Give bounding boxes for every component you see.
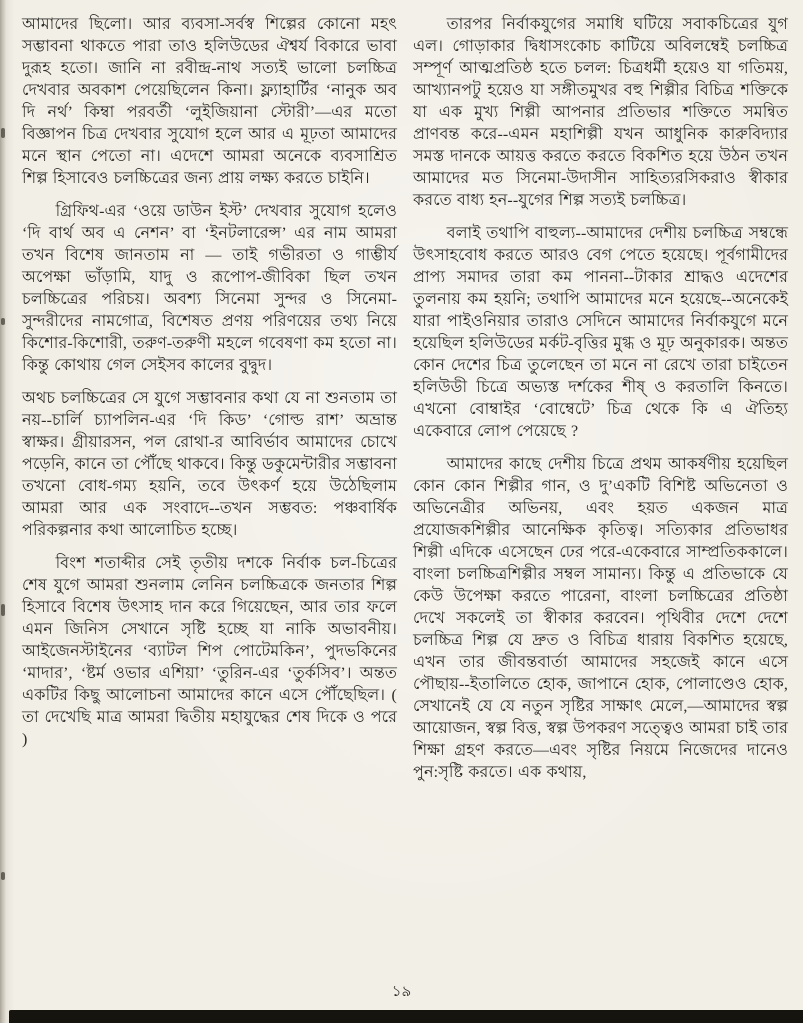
paragraph: বলাই তথাপি বাহুল্য--আমাদের দেশীয় চলচ্চিত্র সম্বন্ধে উৎসাহবোধ করতে আরও বেগ পেতে হয়েছে। পূর্বগামীদের প্রাপ্য সমাদর তারা কম পাননা--টাকার শ্রাদ্ধও এদেশের তুলনায় কম হয়নি; তথাপি আমাদের মনে হয়েছে--অনেকেই যারা পাইওনিয়ার তারাও সেদিনে আমাদের নির্বাকযুগে মনে হয়েছিল হলিউডের মর্কট-বৃত্তির মুগ্ধ ও মূঢ় অনুকারক। অন্তত কোন দেশের চিত্র তুলেছেন তা মনে না রেখে তারা চাইতেন হলিউডী চিত্রে অভ্যস্ত দর্শকের শীষ্ ও করতালি কিনতে। এখনো বোম্বাইর ‘বোম্বেটে’ চিত্র থেকে কি এ ঐতিহ্য একেবারে লোপ পেয়েছে ?	[413, 225, 788, 440]
left-column	[22, 14, 397, 795]
paragraph: অথচ চলচ্চিত্রের সে যুগে সম্ভাবনার কথা যে না শুনতাম তা নয়--চার্লি চ্যাপলিন-এর ‘দি কিড’ ‘গোল্ড রাশ’ অভ্রান্ত স্বাক্ষর। গ্রীয়ারসন, পল রোথা-র আবির্ভাব আমাদের চোখে পড়েনি, কানে তা পৌঁছে থাকবে। কিন্তু ডকুমেন্টারীর সম্ভাবনা তখনো বোধ-গম্য হয়নি, তবে উৎকর্ণ হয়ে উঠেছিলাম আমরা আর এক সংবাদে--তখন সম্ভবত: পঞ্চবার্ষিক পরিকল্পনার কথা আলোচিত হচ্ছে।	[22, 390, 397, 539]
scan-speck	[1, 604, 5, 616]
scan-edge-left	[0, 0, 6, 1023]
scan-speck	[1, 318, 5, 325]
right-column	[413, 14, 788, 795]
paragraph: আমাদের ছিলো। আর ব্যবসা-সর্বস্ব শিল্পের কোনো মহৎ সম্ভাবনা থাকতে পারা তাও হলিউডের ঐশ্বর্য বিকারে ভাবা দুরূহ হতো। জানি না রবীন্দ্র-নাথ সত্যই ভালো চলচ্চিত্র দেখবার অবকাশ পেয়েছিলেন কিনা। ফ্ল্যাহার্টির ‘নানুক অব দি নর্থ’ কিম্বা পরবর্তী ‘লুইজিয়ানা স্টোরী’—এর মতো বিজ্ঞাপন চিত্র দেখবার সুযোগ হলে আর এ মূঢ়তা আমাদের মনে স্থান পেতো না। এদেশে আমরা অনেকে ব্যবসাশ্রিত শিল্প হিসাবেও চলচ্চিত্রের জন্য প্রায় লক্ষ্য করতে চাইনি।	[22, 16, 397, 187]
paragraph: তারপর নির্বাকযুগের সমাধি ঘটিয়ে সবাকচিত্রের যুগ এল। গোড়াকার দ্বিধাসংকোচ কাটিয়ে অবিলম্বেই চলচ্চিত্র সম্পূর্ণ আত্মপ্রতিষ্ঠ হতে চলল: চিত্রধর্মী হয়েও যা গতিময়, আখ্যানপটু হয়েও যা সঙ্গীতমুখর বহু শিল্পীর বিচিত্র শক্তিকে যা এক মুখ্য শিল্পী আপনার প্রতিভার শক্তিতে সমন্বিত প্রাণবন্ত করে--এমন মহাশিল্পী যখন আধুনিক কারুবিদ্যার সমস্ত দানকে আয়ত্ত করতে করতে বিকশিত হয়ে উঠন তখন আমাদের মত সিনেমা-উদাসীন সাহিত্যরসিকরাও স্বীকার করতে বাধ্য হন--যুগের শিল্প সত্যই চলচ্চিত্র।	[413, 16, 788, 209]
page-number: ১৯	[391, 984, 412, 1000]
paragraph: বিংশ শতাব্দীর সেই তৃতীয় দশকে নির্বাক চল-চিত্রের শেষ যুগে আমরা শুনলাম লেনিন চলচ্চিত্রকে জনতার শিল্প হিসাবে বিশেষ উৎসাহ দান করে গিয়েছেন, আর তার ফলে এমন জিনিস সেখানে সৃষ্টি হচ্ছে যা নাকি অভাবনীয়। আইজেনস্টাইনের ‘ব্যাটল শিপ পোটেমকিন’, পুদভকিনের ‘মাদার’, ‘ষ্টর্ম ওভার এশিয়া’ ‘তুরিন-এর ‘তুর্কসিব’। অন্তত একটির কিছু আলোচনা আমাদের কানে এসে পৌঁছেছিল। ( তা দেখেছি মাত্র আমরা দ্বিতীয় মহাযুদ্ধের শেষ দিকে ও পরে )	[22, 555, 397, 748]
paragraph: আমাদের কাছে দেশীয় চিত্রে প্রথম আকর্ষণীয় হয়েছিল কোন কোন শিল্পীর গান, ও দু’একটি বিশিষ্ট অভিনেতা ও অভিনেত্রীর অভিনয়, এবং হয়ত একজন মাত্র প্রযোজকশিল্পীর আনেক্ষিক কৃতিত্ব। সত্যিকার প্রতিভাধর শিল্পী এদিকে এসেছেন ঢের পরে-একেবারে সাম্প্রতিককালে। বাংলা চলচ্চিত্রশিল্পীর সম্বল সামান্য। কিন্তু এ প্রতিভাকে যে কেউ উপেক্ষা করতে পারেনা, বাংলা চলচ্চিত্রের প্রতিষ্ঠা দেখে সকলেই তা স্বীকার করবেন। পৃথিবীর দেশে দেশে চলচ্চিত্র শিল্প যে দ্রুত ও বিচিত্র ধারায় বিকশিত হয়েছে, এখন তার জীবন্তবার্তা আমাদের সহজেই কানে এসে পৌছায়--ইতালিতে হোক, জাপানে হোক, পোলাণ্ডেও হোক, সেখানেই যে যে নতুন সৃষ্টির সাক্ষাৎ মেলে,—আমাদের স্বল্প আয়োজন, স্বল্প বিত্ত, স্বল্প উপকরণ সত্ত্বেও আমরা চাই তার শিক্ষা গ্রহণ করতে—এবং সৃষ্টির নিয়মে নিজেদের দানেও পুন:সৃষ্টি করতে। এক কথায়,	[413, 456, 788, 781]
scan-edge-bottom	[9, 1010, 803, 1023]
two-column-text-area	[22, 14, 788, 795]
scan-speck	[1, 872, 5, 880]
paragraph: গ্রিফিথ-এর ‘ওয়ে ডাউন ইস্ট’ দেখবার সুযোগ হলেও ‘দি বার্থ অব এ নেশন’ বা ‘ইনটলারেন্স’ এর নাম আমরা তখন বিশেষ জানতাম না — তাই গভীরতা ও গাম্ভীর্য অপেক্ষা ভাঁড়ামি, যাদু ও রূপোপ-জীবিকা ছিল তখন চলচ্চিত্রের পরিচয়। অবশ্য সিনেমা সুন্দর ও সিনেমা-সুন্দরীদের নামগোত্র, বিশেষত প্রণয় পরিণয়ের তথ্য নিয়ে কিশোর-কিশোরী, তরুণ-তরুণী মহলে গবেষণা কম হতো না। কিন্তু কোথায় গেল সেইসব কালের বুদ্বুদ।	[22, 203, 397, 374]
scan-speck	[1, 128, 5, 138]
